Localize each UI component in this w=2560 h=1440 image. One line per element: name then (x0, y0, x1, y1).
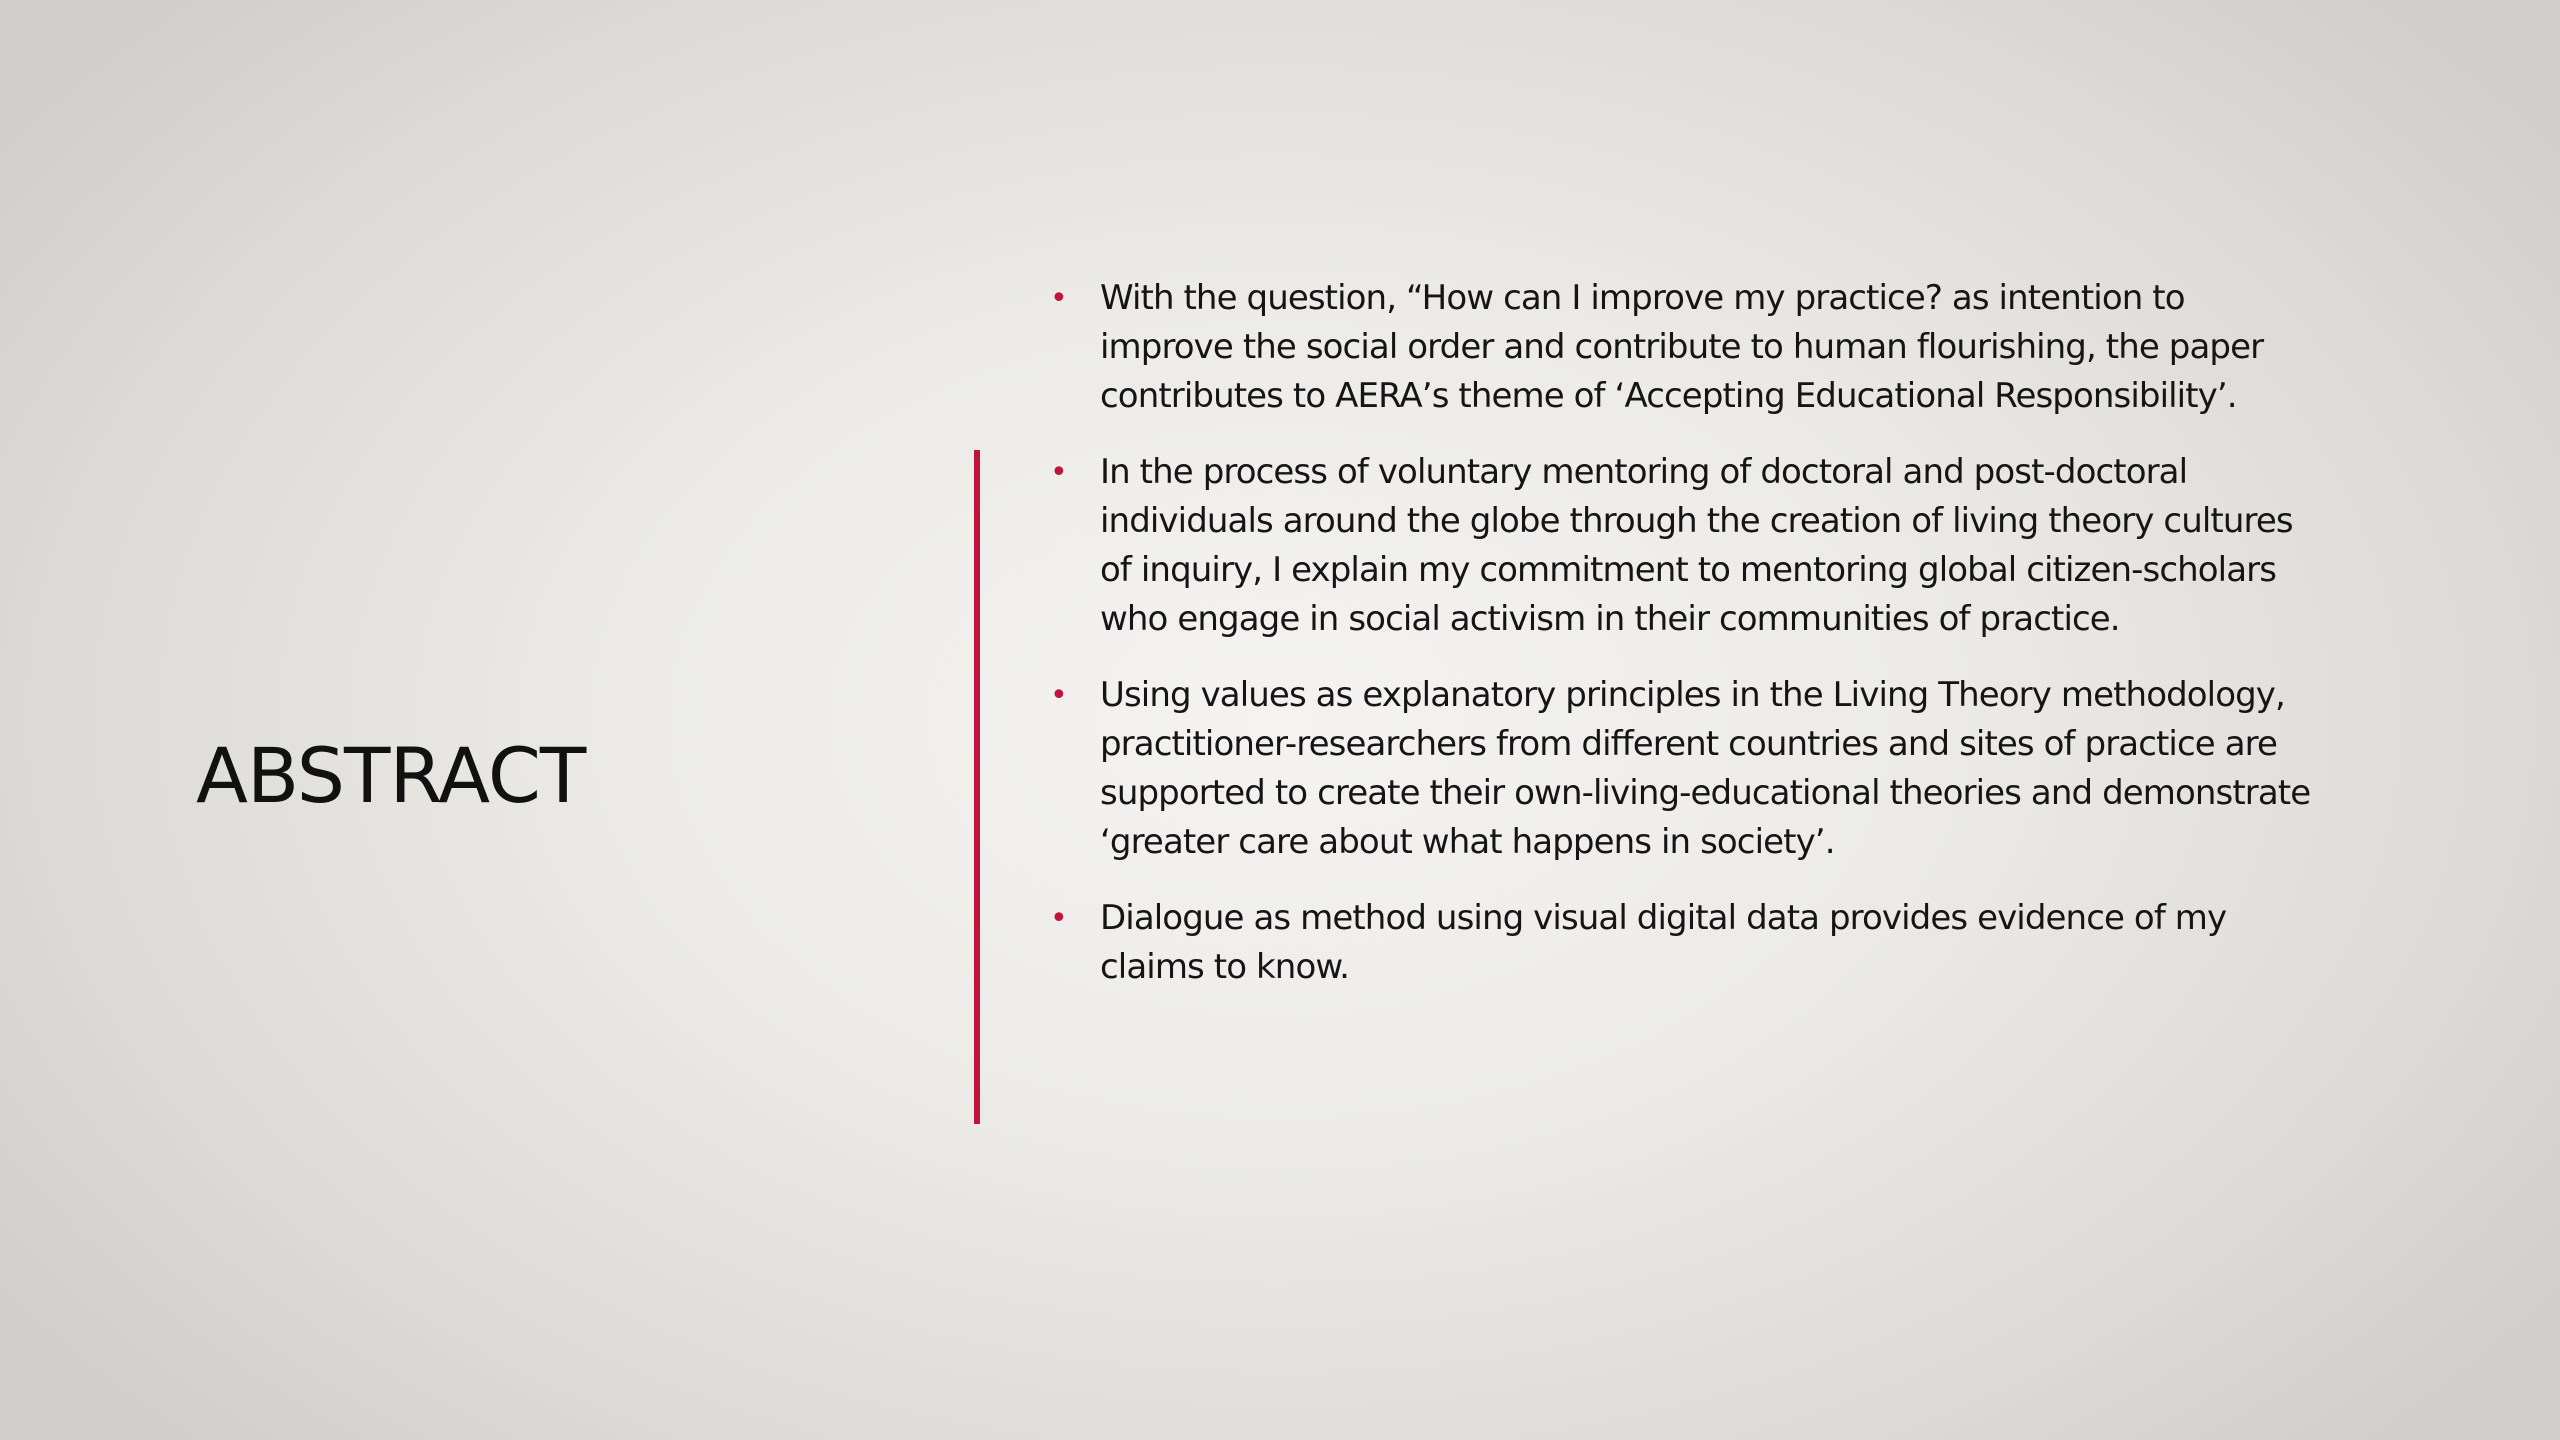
bullet-text: With the question, “How can I improve my practice? as intention to improve the social order and contribute to human flourishing, the paper contributes to AERA’s theme of ‘Accepting Educational Responsibility’. (1100, 278, 2264, 416)
bullet-item-4 (1050, 894, 2320, 992)
bullet-item-3 (1050, 671, 2320, 867)
bullet-item-2 (1050, 448, 2320, 644)
bullet-list (1050, 274, 2320, 1019)
slide-title: ABSTRACT (196, 731, 586, 820)
bullet-dot-icon: • (1050, 678, 1067, 713)
bullet-item-1 (1050, 274, 2320, 421)
bullet-dot-icon: • (1050, 901, 1067, 936)
bullet-text: In the process of voluntary mentoring of doctoral and post-doctoral individuals around the globe through the creation of living theory cultures of inquiry, I explain my commitment to mentoring global citizen-scholars who engage in social activism in their communities of practice. (1100, 452, 2293, 639)
vertical-divider (974, 450, 980, 1124)
bullet-dot-icon: • (1050, 455, 1067, 490)
bullet-dot-icon: • (1050, 281, 1067, 316)
bullet-text: Using values as explanatory principles in the Living Theory methodology, practitioner-researchers from different countries and sites of practice are supported to create their own-living-educational theories and demonstrate ‘greater care about what happens in society’. (1100, 675, 2311, 862)
bullet-text: Dialogue as method using visual digital data provides evidence of my claims to know. (1100, 898, 2227, 987)
